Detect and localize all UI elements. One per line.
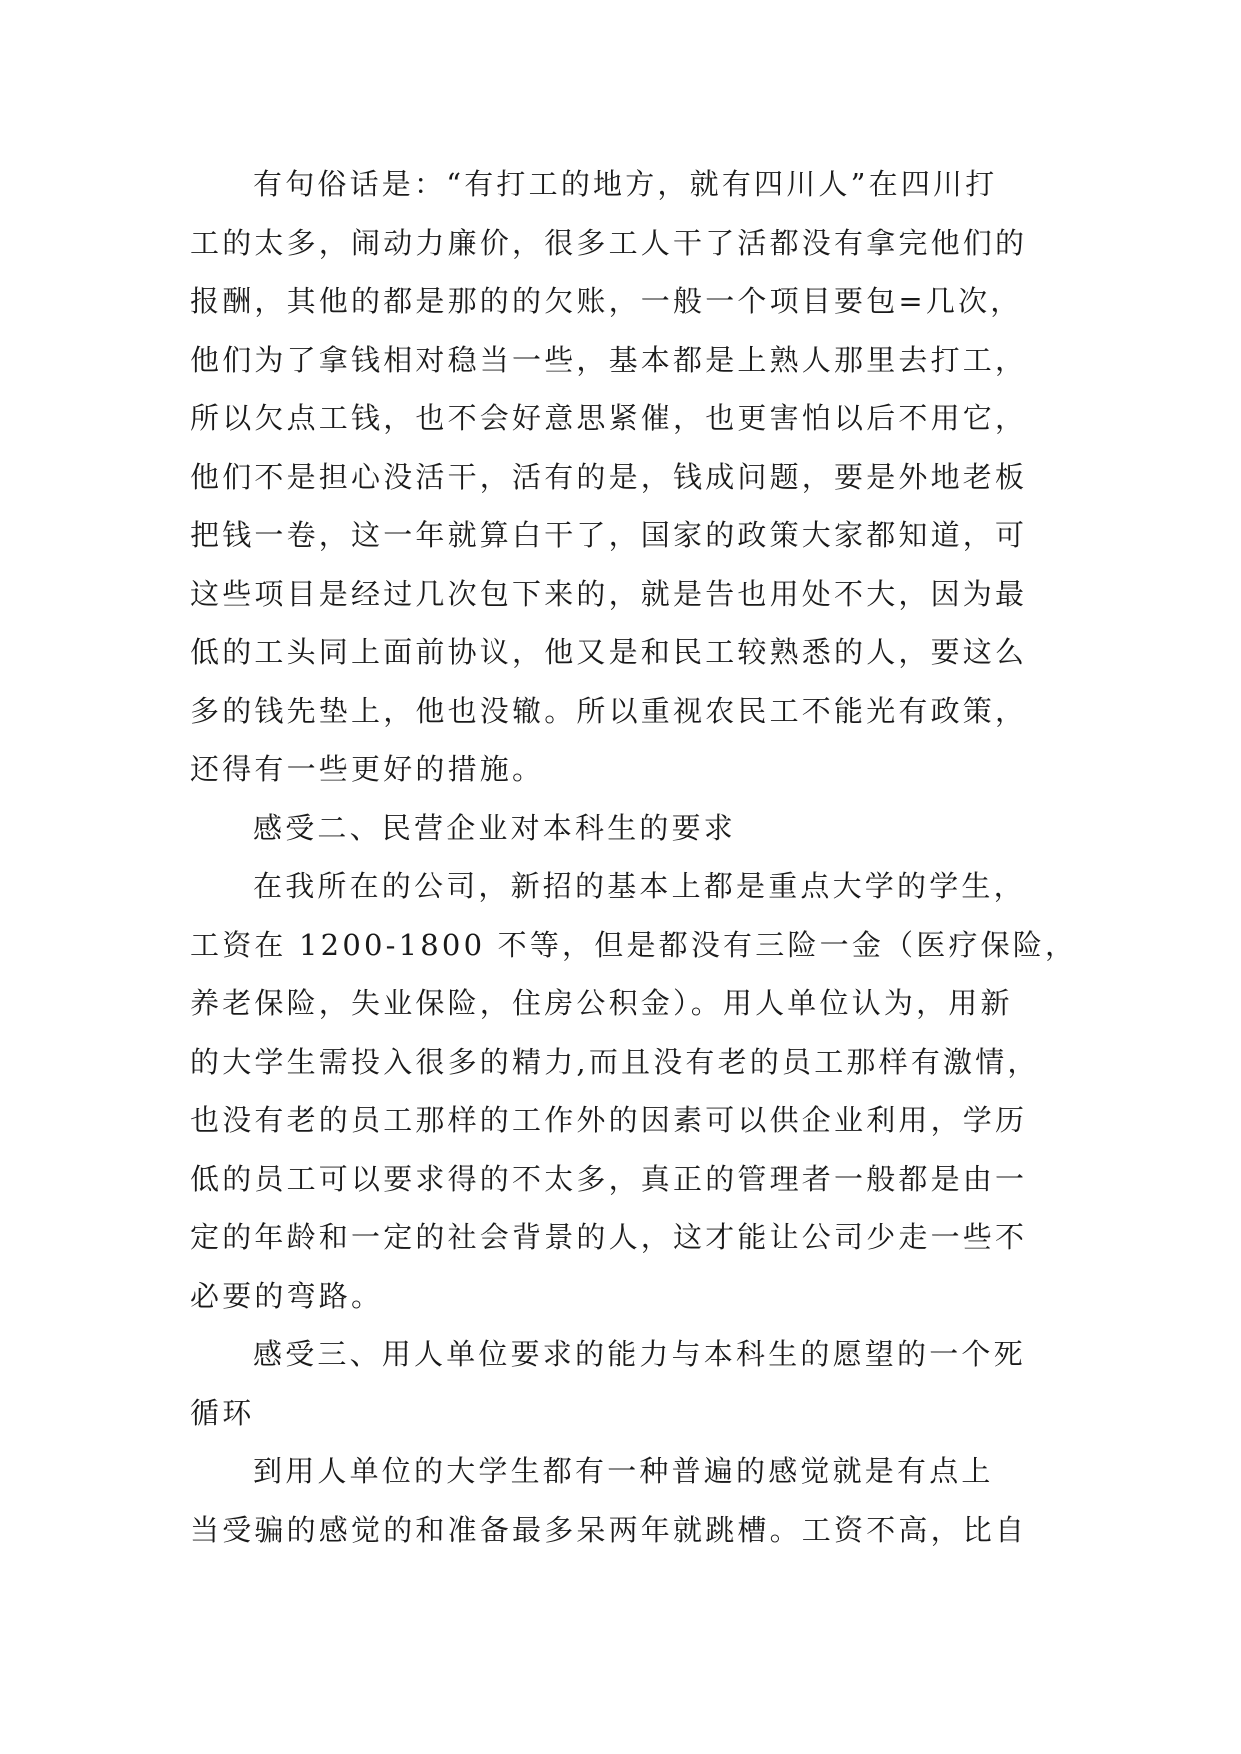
paragraph-2-line-6: 低的员工可以要求得的不太多，真正的管理者一般都是由一 bbox=[190, 1161, 1028, 1196]
paragraph-1-line-6: 他们不是担心没活干，活有的是，钱成问题，要是外地老板 bbox=[190, 459, 1028, 494]
paragraph-1-line-1: 有句俗话是：“有打工的地方，就有四川人”在四川打 bbox=[253, 167, 998, 201]
document-body bbox=[190, 155, 1078, 1559]
paragraph-1-line-3: 报酬，其他的都是那的的欠账，一般一个项目要包=几次， bbox=[190, 284, 1023, 318]
paragraph-2-line-8: 必要的弯路。 bbox=[190, 1278, 384, 1313]
paragraph-3-line-1: 到用人单位的大学生都有一种普遍的感觉就是有点上 bbox=[253, 1454, 994, 1488]
paragraph-1-line-5: 所以欠点工钱，也不会好意思紧催，也更害怕以后不用它， bbox=[190, 401, 1028, 435]
paragraph-2-line-4: 的大学生需投入很多的精力,而且没有老的员工那样有激情， bbox=[190, 1044, 1040, 1079]
paragraph-2-line-5: 也没有老的员工那样的工作外的因素可以供企业利用，学历 bbox=[190, 1103, 1028, 1137]
section-heading-3-line-1: 感受三、用人单位要求的能力与本科生的愿望的一个死 bbox=[253, 1337, 1026, 1371]
paragraph-1-line-8: 这些项目是经过几次包下来的，就是告也用处不大，因为最 bbox=[190, 576, 1028, 611]
paragraph-2-line-3: 养老保险，失业保险，住房公积金）。用人单位认为，用新 bbox=[190, 986, 1013, 1020]
section-heading-2: 感受二、民营企业对本科生的要求 bbox=[253, 810, 737, 845]
paragraph-2-line-7: 定的年龄和一定的社会背景的人，这才能让公司少走一些不 bbox=[190, 1220, 1028, 1254]
paragraph-1-line-10: 多的钱先垫上，他也没辙。所以重视农民工不能光有政策， bbox=[190, 693, 1028, 728]
paragraph-3-line-2: 当受骗的感觉的和准备最多呆两年就跳槽。工资不高，比自 bbox=[190, 1512, 1028, 1547]
paragraph-1-line-4: 他们为了拿钱相对稳当一些，基本都是上熟人那里去打工， bbox=[190, 342, 1028, 377]
paragraph-1-line-9: 低的工头同上面前协议，他又是和民工较熟悉的人，要这么 bbox=[190, 635, 1028, 669]
paragraph-2-line-2: 工资在 1200-1800 不等，但是都没有三险一金（医疗保险， bbox=[190, 927, 1078, 962]
section-heading-3-line-2: 循环 bbox=[190, 1395, 255, 1430]
paragraph-2-line-1: 在我所在的公司，新招的基本上都是重点大学的学生， bbox=[253, 869, 1026, 903]
paragraph-1-line-7: 把钱一卷，这一年就算白干了，国家的政策大家都知道，可 bbox=[190, 518, 1028, 552]
paragraph-1-line-11: 还得有一些更好的措施。 bbox=[190, 752, 545, 786]
paragraph-1-line-2: 工的太多，闹动力廉价，很多工人干了活都没有拿完他们的 bbox=[190, 225, 1028, 260]
